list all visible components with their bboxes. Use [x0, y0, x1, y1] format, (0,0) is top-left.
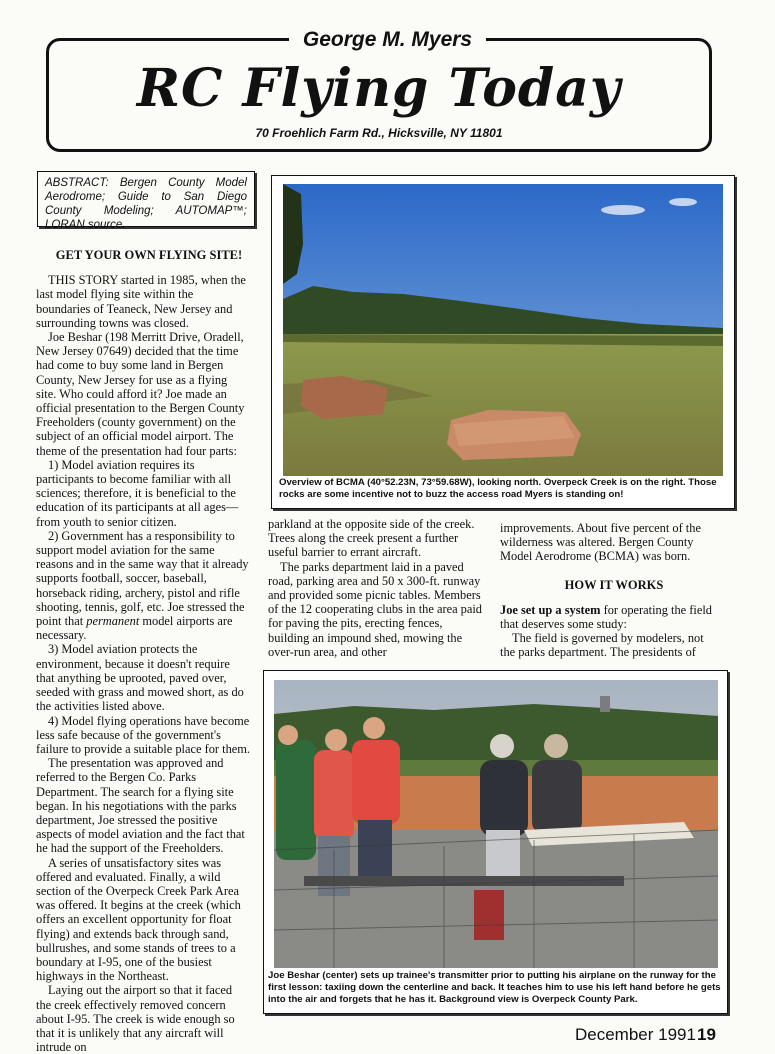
flying-lesson-photo	[274, 680, 718, 968]
emphasis: permanent	[86, 614, 140, 629]
paragraph: 2) Government has a responsibility to support model aviation for the same reasons and in the same way that it already supports football, soccer, baseball, horseback riding, archery, pistol and rifle shooting, tennis, golf, etc. Joe stressed the point that permanent model airports are necessary.	[36, 528, 249, 643]
paragraph: parkland at the opposite side of the creek. Trees along the creek present a further useful barrier to errant aircraft.	[268, 517, 475, 560]
article-column-1	[36, 248, 250, 1054]
section-heading: HOW IT WORKS	[564, 577, 664, 592]
paragraph: Joe set up a system for operating the field that deserves some study:	[500, 602, 712, 632]
paragraph: The presentation was approved and referred to the Bergen Co. Parks Department. The search for a flying site began. In his negotiations with the parks department, Joe stressed the positive aspects of model aviation and the fact that he had the support of the Freeholders.	[36, 756, 245, 856]
paragraph: improvements. About five percent of the wilderness was altered. Bergen County Model Aerodrome (BCMA) was born.	[500, 521, 701, 564]
author-address: 70 Froehlich Farm Rd., Hicksville, NY 11801	[255, 126, 503, 140]
issue-date: December 1991	[575, 1025, 696, 1044]
photo-frame-field	[271, 175, 735, 509]
abstract-box: ABSTRACT: Bergen County Model Aerodrome; Guide to San Diego County Modeling; AUTOMAP™; LORAN source.	[37, 171, 255, 227]
article-column-2	[268, 517, 486, 659]
photo-frame-people	[263, 670, 728, 1014]
article-column-3	[500, 521, 716, 660]
author-name: George M. Myers	[0, 28, 775, 52]
paragraph: A series of unsatisfactory sites was offered and evaluated. Finally, a wild section of the Overpeck Creek Park Area was offered. It begins at the creek (which offers an excellent opportunity for float flying) and extends back through sand, bullrushes, and some stands of trees to a boundary at I-95, one of the busiest highways in the Northeast.	[36, 855, 241, 984]
paragraph: The field is governed by modelers, not the parks department. The presidents of	[500, 631, 704, 660]
paragraph: The parks department laid in a paved road, parking area and 50 x 300-ft. runway and provided some picnic tables. Members of the 12 cooperating clubs in the area paid for paving the pits, erecting fences, building an impound shed, mowing the over-run area, and other	[268, 559, 483, 659]
person	[276, 725, 316, 860]
paragraph: Joe Beshar (198 Merritt Drive, Oradell, New Jersey 07649) decided that the time had come to buy some land in Bergen County, New Jersey for use as a flying site. Who could afford it? Joe made an official presentation to the Bergen County Freeholders (county government) on the subject of an official model airport. The theme of the presentation had four parts:	[36, 330, 245, 458]
field-overview-photo	[283, 184, 723, 476]
paragraph: Laying out the airport so that it faced the creek effectively removed concern about I-95. The creek is wide enough so that it is unlikely that any aircraft will intrude on	[36, 983, 235, 1054]
paragraph: THIS STORY started in 1985, when the last model flying site within the boundaries of Teaneck, New Jersey and surrounding towns was closed.	[36, 273, 246, 330]
section-heading: GET YOUR OWN FLYING SITE!	[55, 248, 243, 262]
photo-caption: Overview of BCMA (40°52.23N, 73°59.68W), looking north. Overpeck Creek is on the right. Those rocks are some incentive not to buzz the access road Myers is standing on!	[279, 477, 717, 500]
paragraph: 3) Model aviation protects the environment, because it doesn't require that anything be uprooted, paved over, seeded with grass and mowed short, as do the activities listed above.	[36, 642, 244, 714]
photo-caption: Joe Beshar (center) sets up trainee's transmitter prior to putting his airplane on the runway for the first lesson: taxiing down the centerline and back. It teaches him to use his left hand before he gets into the air and forgets that he has it. Background view is Overpeck County Park.	[268, 970, 721, 1005]
column-title: RC Flying Today	[136, 58, 622, 119]
paragraph: 1) Model aviation requires its participants to become familiar with all sciences; therefore, it is beneficial to the education of its participants at all ages—from youth to senior citizen.	[36, 457, 239, 529]
lead-in: Joe set up a system	[500, 602, 601, 617]
page-number: 19	[697, 1025, 716, 1044]
paragraph: 4) Model flying operations have become less safe because of the government's failure to provide a suitable place for them.	[36, 713, 250, 756]
